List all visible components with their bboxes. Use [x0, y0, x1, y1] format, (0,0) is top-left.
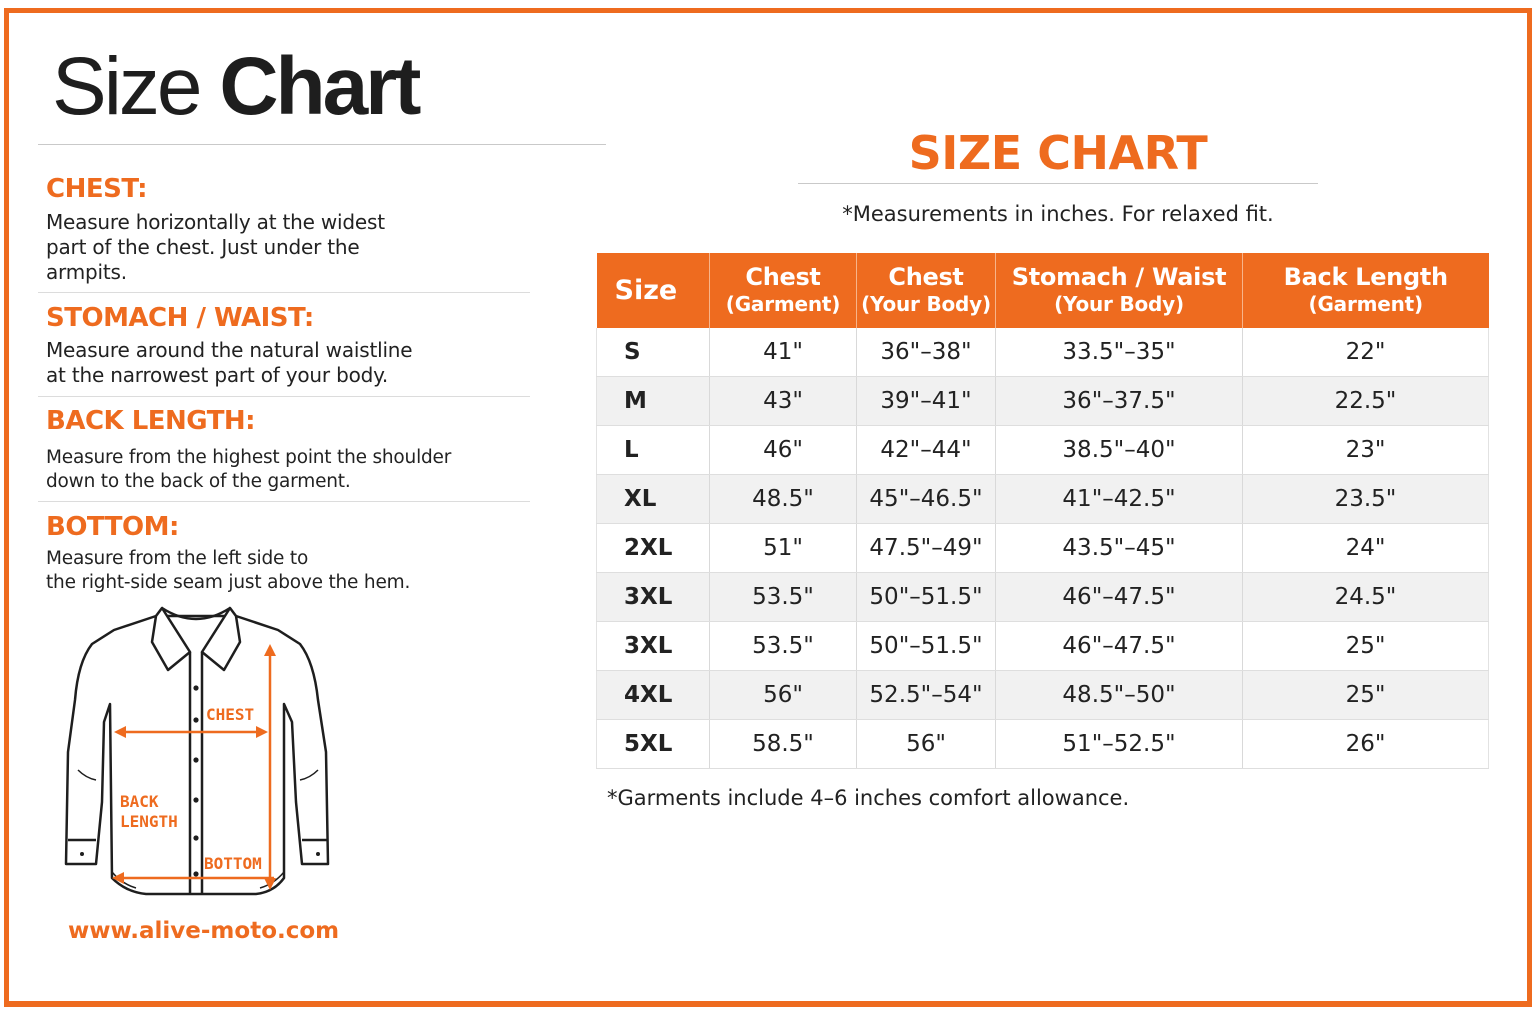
back-length-cell: 24.5": [1243, 573, 1489, 622]
size-cell: 3XL: [597, 573, 710, 622]
table-row: [597, 622, 1489, 671]
back-length-text: Measure from the highest point the shoulder down to the back of the garment.: [46, 447, 452, 492]
waist-cell: 43.5"–45": [996, 524, 1243, 573]
header-waist-body: Stomach / Waist (Your Body): [996, 253, 1243, 328]
size-cell: 3XL: [597, 622, 710, 671]
size-cell: 2XL: [597, 524, 710, 573]
chest-garment-cell: 58.5": [710, 720, 857, 769]
back-length-cell: 23.5": [1243, 475, 1489, 524]
chest-body-cell: 52.5"–54": [857, 671, 996, 720]
back-length-cell: 22.5": [1243, 377, 1489, 426]
divider: [38, 396, 530, 397]
waist-text: Measure around the natural waistline at the narrowest part of your body.: [46, 338, 413, 387]
size-cell: S: [597, 328, 710, 377]
table-row: [597, 377, 1489, 426]
chest-heading: CHEST:: [46, 174, 148, 204]
waist-heading: STOMACH / WAIST:: [46, 303, 314, 333]
bottom-heading: BOTTOM:: [46, 512, 179, 542]
back-length-heading: BACK LENGTH:: [46, 406, 256, 436]
waist-cell: 38.5"–40": [996, 426, 1243, 475]
back-length-cell: 24": [1243, 524, 1489, 573]
divider: [38, 292, 530, 293]
size-cell: 4XL: [597, 671, 710, 720]
back-length-cell: 23": [1243, 426, 1489, 475]
waist-cell: 46"–47.5": [996, 573, 1243, 622]
shirt-diagram: [56, 602, 346, 908]
table-row: [597, 524, 1489, 573]
header-back-length: Back Length (Garment): [1243, 253, 1489, 328]
chest-garment-cell: 56": [710, 671, 857, 720]
chest-body-cell: 42"–44": [857, 426, 996, 475]
back-length-cell: 22": [1243, 328, 1489, 377]
chest-body-cell: 36"–38": [857, 328, 996, 377]
size-cell: L: [597, 426, 710, 475]
size-cell: 5XL: [597, 720, 710, 769]
website-link[interactable]: www.alive-moto.com: [68, 918, 340, 944]
back-label-line2: LENGTH: [120, 812, 178, 831]
size-table: [596, 253, 1489, 769]
title-divider: [38, 144, 606, 145]
chest-garment-cell: 46": [710, 426, 857, 475]
header-chest-garment: Chest (Garment): [710, 253, 857, 328]
chest-body-cell: 56": [857, 720, 996, 769]
chart-title: SIZE CHART: [908, 126, 1208, 180]
table-header-row: [597, 253, 1489, 328]
chest-label: CHEST: [206, 705, 255, 724]
divider: [38, 501, 530, 502]
comfort-allowance-note: *Garments include 4–6 inches comfort allowance.: [607, 786, 1130, 810]
table-row: [597, 573, 1489, 622]
waist-cell: 51"–52.5": [996, 720, 1243, 769]
measurement-note: *Measurements in inches. For relaxed fit.: [842, 202, 1274, 226]
chest-garment-cell: 41": [710, 328, 857, 377]
chart-title-divider: [798, 183, 1318, 184]
chest-garment-cell: 48.5": [710, 475, 857, 524]
bottom-label: BOTTOM: [204, 854, 262, 873]
back-length-cell: 25": [1243, 671, 1489, 720]
table-row: [597, 720, 1489, 769]
bottom-text: Measure from the left side to the right-side seam just above the hem.: [46, 548, 411, 593]
chest-body-cell: 50"–51.5": [857, 573, 996, 622]
chest-garment-cell: 53.5": [710, 622, 857, 671]
chest-body-cell: 39"–41": [857, 377, 996, 426]
page-title: Size Chart: [52, 41, 419, 132]
chest-body-cell: 50"–51.5": [857, 622, 996, 671]
size-cell: M: [597, 377, 710, 426]
waist-cell: 36"–37.5": [996, 377, 1243, 426]
back-label-line1: BACK: [120, 792, 159, 811]
back-length-cell: 25": [1243, 622, 1489, 671]
table-row: [597, 475, 1489, 524]
waist-cell: 33.5"–35": [996, 328, 1243, 377]
chest-body-cell: 45"–46.5": [857, 475, 996, 524]
chest-garment-cell: 43": [710, 377, 857, 426]
waist-cell: 48.5"–50": [996, 671, 1243, 720]
waist-cell: 46"–47.5": [996, 622, 1243, 671]
back-length-cell: 26": [1243, 720, 1489, 769]
table-row: [597, 671, 1489, 720]
chest-text: Measure horizontally at the widest part of the chest. Just under the armpits.: [46, 210, 385, 284]
header-chest-body: Chest (Your Body): [857, 253, 996, 328]
waist-cell: 41"–42.5": [996, 475, 1243, 524]
chest-garment-cell: 53.5": [710, 573, 857, 622]
size-cell: XL: [597, 475, 710, 524]
table-row: [597, 426, 1489, 475]
chest-body-cell: 47.5"–49": [857, 524, 996, 573]
chest-garment-cell: 51": [710, 524, 857, 573]
table-row: [597, 328, 1489, 377]
header-size: Size: [597, 253, 710, 328]
